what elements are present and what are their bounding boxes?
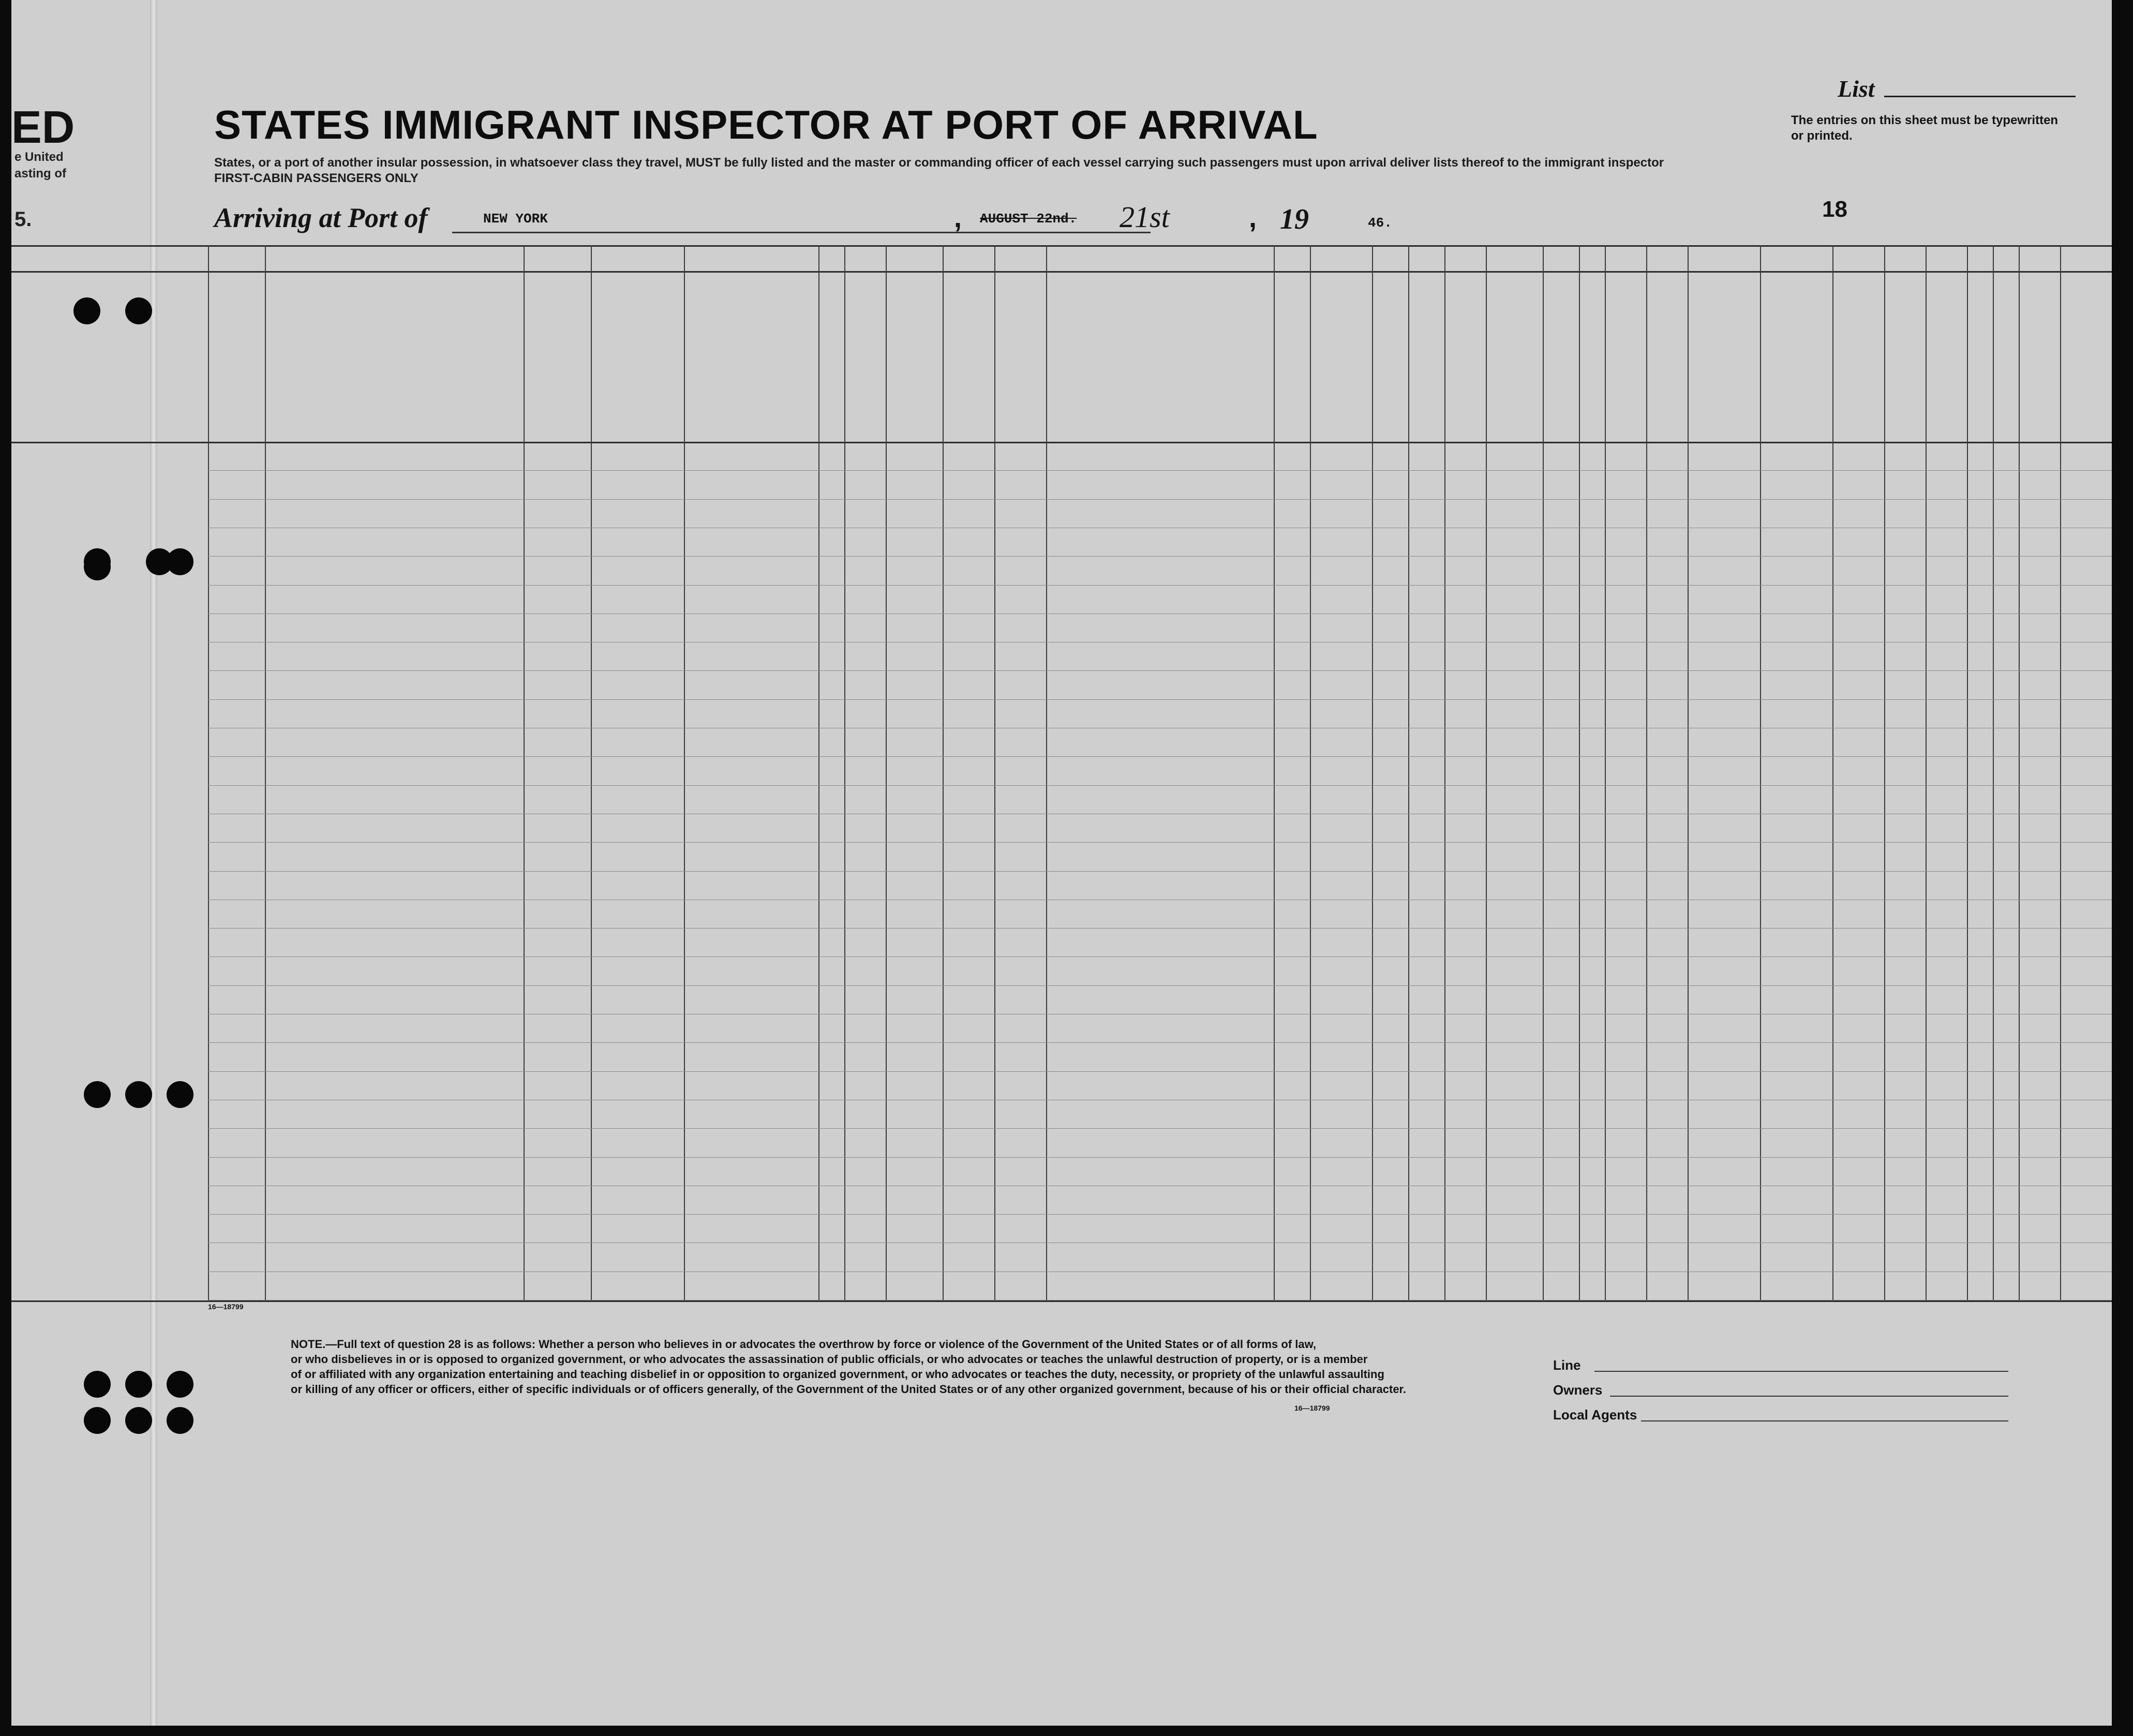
- column-divider: [591, 245, 592, 1300]
- table-row: [208, 756, 2112, 757]
- intro-line: FIRST-CABIN PASSENGERS ONLY: [214, 171, 419, 185]
- table-row: [208, 699, 2112, 700]
- year-prefix: 19: [1280, 203, 1309, 235]
- date-typed: AUGUST 22nd.: [980, 211, 1077, 227]
- question-28-note: [291, 1337, 1667, 1397]
- arriving-label: Arriving at Port of: [214, 202, 428, 233]
- column-divider: [994, 245, 995, 1300]
- table-row: [208, 985, 2112, 986]
- page-title: STATES IMMIGRANT INSPECTOR AT PORT OF ARRIVAL: [214, 102, 1318, 147]
- column-header-vertical: [1582, 281, 1602, 437]
- fragment-title: ED: [11, 101, 75, 153]
- column-divider: [844, 245, 845, 1300]
- sheet-number: 18: [1822, 197, 1847, 222]
- table-row: [208, 956, 2112, 957]
- header-bottom-border: [11, 442, 2112, 443]
- list-label: List: [1838, 76, 1875, 102]
- note-line: of or affiliated with any organization entertaining and teaching disbelief in or opposition to organized government, or who advocates or teaches the duty, necessity, or propriety of the unlawful assaulting: [291, 1368, 1384, 1381]
- agents-label: Local Agents: [1553, 1407, 1637, 1423]
- form-number: 16—18799: [208, 1303, 244, 1311]
- column-divider: [2019, 245, 2020, 1300]
- entries-note: The entries on this sheet must be typewritten or printed.: [1791, 113, 2059, 143]
- column-divider: [208, 245, 209, 1300]
- column-divider: [886, 245, 887, 1300]
- table-row: [208, 556, 2112, 557]
- column-divider: [2060, 245, 2061, 1300]
- intro-text: [214, 155, 1714, 186]
- table-row: [208, 613, 2112, 614]
- footer: [11, 1300, 2112, 1726]
- column-divider: [1884, 245, 1885, 1300]
- column-divider: [265, 245, 266, 1300]
- port-value: NEW YORK: [483, 211, 548, 227]
- note-line: or killing of any officer or officers, either of specific individuals or of officers generally, of the Government of the United States or of any other organized government, because of his or their official character.: [291, 1383, 1407, 1396]
- table-row: [208, 1214, 2112, 1215]
- fragment-line: 5.: [14, 208, 32, 231]
- list-underline: [1884, 96, 2076, 97]
- column-divider: [1579, 245, 1580, 1300]
- column-number-divider: [11, 271, 2112, 273]
- line-label: Line: [1553, 1357, 1581, 1373]
- binder-hole: [84, 1081, 111, 1108]
- column-divider: [1688, 245, 1689, 1300]
- column-divider: [1543, 245, 1544, 1300]
- column-header-vertical: [685, 287, 706, 437]
- column-divider: [1760, 245, 1761, 1300]
- column-header-vertical: [1765, 349, 1786, 431]
- column-header-vertical: [1323, 302, 1344, 437]
- table-row: [208, 670, 2112, 671]
- column-header-vertical: [1512, 281, 1532, 437]
- column-header-vertical: [1848, 297, 1869, 431]
- binder-hole: [73, 297, 100, 324]
- column-divider: [1993, 245, 1994, 1300]
- column-header-vertical: [1416, 281, 1437, 437]
- table-row: [208, 1128, 2112, 1129]
- column-divider: [1408, 245, 1409, 1300]
- year-suffix: 46.: [1368, 215, 1392, 231]
- column-divider: [1444, 245, 1445, 1300]
- column-divider: [524, 245, 525, 1300]
- column-header-vertical: [1281, 302, 1302, 437]
- column-divider: [1046, 245, 1047, 1300]
- column-header-vertical: [1606, 281, 1627, 437]
- note-line: NOTE.—Full text of question 28 is as follows: Whether a person who believes in or advocates the overthrow by force or violence of the Government of the United States or of all forms of law,: [291, 1338, 1316, 1351]
- fragment-line: e United: [14, 150, 64, 164]
- date-handwritten: 21st: [1120, 200, 1170, 234]
- table-row: [208, 585, 2112, 586]
- table-row: [208, 1071, 2112, 1072]
- column-divider: [1274, 245, 1275, 1300]
- column-divider: [818, 245, 819, 1300]
- column-header-vertical: [1372, 302, 1393, 437]
- manifest-sheet: [11, 0, 2112, 1726]
- column-divider: [1967, 245, 1968, 1300]
- table-row: [208, 1157, 2112, 1158]
- column-header-vertical: [1550, 281, 1571, 437]
- table-row: [208, 785, 2112, 786]
- port-underline: [452, 232, 1151, 233]
- binder-hole: [167, 1081, 193, 1108]
- line-field: [1594, 1371, 2008, 1372]
- intro-line: States, or a port of another insular possession, in whatsoever class they travel, MUST be fully listed and the master or commanding officer of each vessel carrying such passengers must upon arrival deliver lists thereof to the immigrant inspector: [214, 156, 1664, 170]
- agents-field: [1641, 1420, 2008, 1421]
- table-row: [208, 871, 2112, 872]
- column-header-vertical: [1478, 281, 1499, 437]
- form-number: 16—18799: [1294, 1404, 1330, 1412]
- table-row: [208, 928, 2112, 929]
- binder-hole: [125, 1081, 152, 1108]
- column-header-vertical: [821, 281, 842, 437]
- note-line: or who disbelieves in or is opposed to organized government, or who advocates the assassination of public officials, or who advocates or teaches the unlawful destruction of property, or is a member: [291, 1353, 1368, 1366]
- previous-page-fragment: [11, 0, 208, 243]
- table-top-border: [11, 245, 2112, 247]
- arrival-line: Arriving at Port of NEW YORK , AUGUST 22nd. 21st , 19 46.: [214, 200, 1392, 235]
- column-header-vertical: [1450, 281, 1470, 437]
- manifest-table: [11, 245, 2112, 1300]
- binder-hole: [84, 553, 111, 580]
- table-row: [208, 470, 2112, 471]
- binder-hole: [125, 297, 152, 324]
- table-row: [208, 499, 2112, 500]
- table-row: [208, 1042, 2112, 1043]
- column-header-vertical: [1801, 349, 1822, 431]
- column-divider: [1310, 245, 1311, 1300]
- fragment-line: asting of: [14, 167, 66, 181]
- binder-hole: [167, 548, 193, 575]
- column-divider: [1926, 245, 1927, 1300]
- column-divider: [1832, 245, 1833, 1300]
- column-divider: [1646, 245, 1647, 1300]
- owners-label: Owners: [1553, 1382, 1603, 1398]
- table-row: [208, 1271, 2112, 1272]
- table-row: [208, 842, 2112, 843]
- owners-field: [1610, 1396, 2008, 1397]
- column-divider: [943, 245, 944, 1300]
